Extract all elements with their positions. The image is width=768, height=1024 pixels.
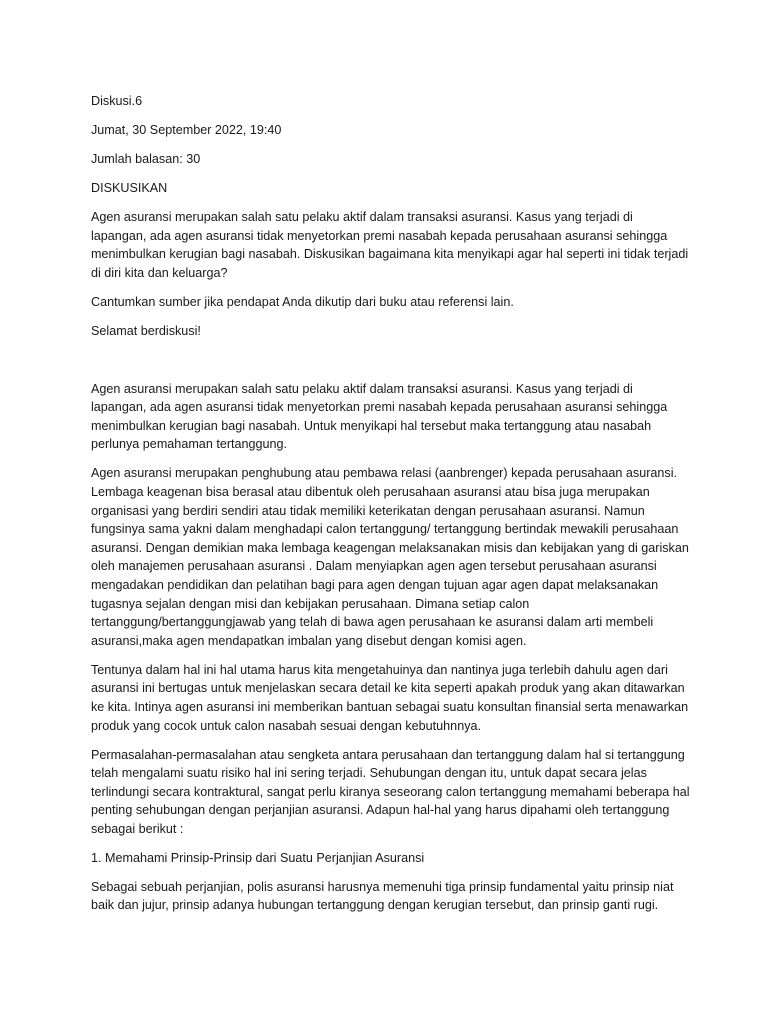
reply-count: Jumlah balasan: 30: [91, 151, 201, 166]
section-spacer: [91, 351, 691, 380]
answer-paragraph-2: Agen asuransi merupakan penghubung atau pembawa relasi (aanbrenger) kepada perusahaan asuransi. Lembaga keagenan bisa berasal atau dibentuk oleh perusahaan asuransi atau bisa juga merupakan organisasi yang berdiri sendiri atau tidak memiliki keterikatan dengan perusahaan asuransi. Namun fungsinya sama yakni dalam menghadapi calon tertanggung/ tertanggung bertindak mewakili perusahaan asuransi. Dengan demikian maka lembaga keagengan melaksanakan misis dan kebijakan yang di gariskan oleh manajemen perusahaan asuransi . Dalam menyiapkan agen agen tersebut perusahaan asuransi mengadakan pendidikan dan pelatihan bagi para agen dengan tujuan agar agen dapat melaksanakan tugasnya sejalan dengan misi dan kebijakan perusahaan. Dimana setiap calon tertanggung/bertanggungjawab yang telah di bawa agen perusahaan ke asuransi dalam arti membeli asuransi,maka agen mendapatkan imbalan yang disebut dengan komisi agen.: [91, 466, 689, 648]
document-page: [91, 92, 691, 925]
answer-paragraph-1: Agen asuransi merupakan salah satu pelaku aktif dalam transaksi asuransi. Kasus yang terjadi di lapangan, ada agen asuransi tidak menyetorkan premi nasabah kepada perusahaan asuransi sehingga menimbulkan kerugian bagi nasabah. Untuk menyikapi hal tersebut maka tertanggung atau nasabah perlunya pemahaman tertanggung.: [91, 381, 668, 452]
discussion-title: Diskusi.6: [91, 94, 143, 108]
section-label: DISKUSIKAN: [91, 180, 168, 195]
discussion-question: Agen asuransi merupakan salah satu pelaku aktif dalam transaksi asuransi. Kasus yang terjadi di lapangan, ada agen asuransi tidak menyetorkan premi nasabah kepada perusahaan asuransi sehingga menimbulkan kerugian bagi nasabah. Diskusikan bagaimana kita menyikapi agar hal seperti ini tidak terjadi di diri kita dan keluarga?: [91, 209, 689, 280]
answer-subheading: 1. Memahami Prinsip-Prinsip dari Suatu Perjanjian Asuransi: [91, 850, 425, 865]
discussion-datetime: Jumat, 30 September 2022, 19:40: [91, 122, 282, 137]
citation-note: Cantumkan sumber jika pendapat Anda dikutip dari buku atau referensi lain.: [91, 294, 514, 309]
answer-paragraph-5: Sebagai sebuah perjanjian, polis asuransi harusnya memenuhi tiga prinsip fundamental yaitu prinsip niat baik dan jujur, prinsip adanya hubungan tertanggung dengan kerugian tersebut, dan prinsip ganti rugi.: [91, 879, 674, 913]
closing-greeting: Selamat berdiskusi!: [91, 323, 201, 338]
answer-paragraph-3: Tentunya dalam hal ini hal utama harus kita mengetahuinya dan nantinya juga terlebih dahulu agen dari asuransi ini bertugas untuk menjelaskan secara detail ke kita seperti apakah produk yang akan ditawarkan ke kita. Intinya agen asuransi ini memberikan bantuan sebagai suatu konsultan finansial serta menawarkan produk yang cocok untuk calon nasabah sesuai dengan kebutuhnnya.: [91, 662, 689, 733]
answer-paragraph-4: Permasalahan-permasalahan atau sengketa antara perusahaan dan tertanggung dalam hal si tertanggung telah mengalami suatu risiko hal ini sering terjadi. Sehubungan dengan itu, untuk dapat secara jelas terlindungi secara kontraktural, sangat perlu kiranya seseorang calon tertanggung memahami beberapa hal penting sehubungan dengan perjanjian asuransi. Adapun hal-hal yang harus dipahami oleh tertanggung sebagai berikut :: [91, 747, 690, 836]
